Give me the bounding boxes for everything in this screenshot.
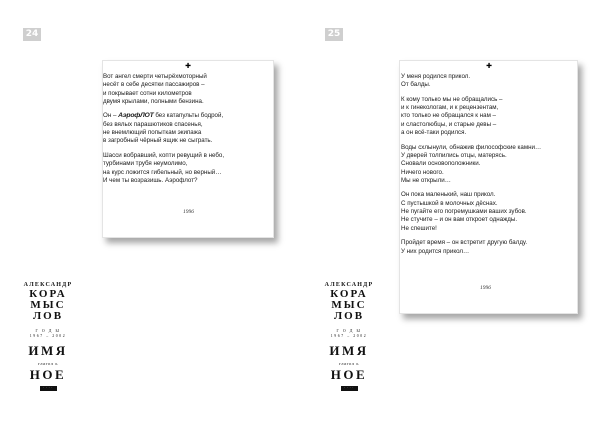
poem-line: С пустышкой в молочных дёснах.	[401, 199, 498, 207]
poem-line: двумя крылами, полными бензина.	[103, 97, 204, 105]
book-title-1: ИМЯ	[329, 343, 369, 358]
poem-line: У дверей толпились отцы, матерясь.	[401, 151, 507, 159]
book-subtitle: глагол ь	[37, 361, 58, 366]
poem-line: От балды.	[401, 81, 431, 89]
poem-line: Шасси вобравший, копти ревущий в небо,	[103, 151, 225, 159]
poem-line: Не стучите – и он вам откроет однажды.	[401, 216, 518, 224]
poem-fragment: Он –	[103, 112, 119, 120]
poem-line: не внемлющий попыткам экипажа	[103, 129, 202, 137]
author-block-right	[321, 281, 377, 391]
author-last-name-3: ЛОВ	[333, 310, 365, 322]
poem-line: Он пока маленький, наш прикол.	[401, 191, 496, 199]
author-first-name: АЛЕКСАНДР	[324, 282, 374, 288]
stanza	[401, 96, 541, 137]
stanza	[103, 73, 224, 106]
poem-line: Ничего нового.	[401, 168, 444, 176]
poem-line: турбинами трубя неумолимо,	[103, 160, 188, 168]
author-dates: 1967 – 2002	[330, 334, 368, 338]
poem-line: У них родится прикол…	[401, 247, 470, 255]
poem-line: несёт в себе десятки пассажиров –	[103, 81, 205, 89]
poem-text-right	[401, 73, 541, 262]
poem-line: К кому только мы не обращались –	[401, 95, 503, 103]
cross-icon: ✚	[185, 62, 191, 70]
poem-line: Не пугайте его погремушками ваших зубов.	[401, 208, 527, 216]
poem-line: Вот ангел смерти четырёхмоторный	[103, 73, 207, 80]
stanza	[401, 191, 541, 232]
poem-line: и к гинекологам, и к рецензентам,	[401, 104, 499, 112]
page-number-left: 24	[23, 28, 41, 41]
poem-line: на курс ложится гибельный, но верный…	[103, 168, 222, 176]
stanza	[103, 152, 224, 185]
author-last-name-1: КОРА	[29, 288, 67, 300]
poem-line: без вялых парашютиков спасенья,	[103, 120, 203, 128]
poem-card-left	[102, 60, 274, 238]
author-last-name-1: КОРА	[330, 288, 368, 300]
poem-line: У меня родился прикол.	[401, 73, 471, 80]
stanza	[401, 144, 541, 185]
poem-line: и сластолюбцы, и старые девы –	[401, 120, 497, 128]
poem-text-left	[103, 73, 224, 191]
cross-icon: ✚	[486, 62, 492, 70]
author-first-name: АЛЕКСАНДР	[23, 282, 73, 288]
author-dates-label: Г О Д Ы	[336, 329, 362, 333]
stanza	[401, 239, 541, 256]
poem-fragment: без катапульты бодрой,	[153, 112, 224, 120]
poem-line: в загробный чёрный ящик не сыграть.	[103, 137, 213, 145]
stanza	[401, 73, 541, 90]
poem-line	[103, 112, 224, 120]
poem-line: Воды схлынули, обнажив философские камни…	[401, 143, 542, 151]
poem-line: а он всё-таки родился.	[401, 129, 467, 137]
author-dates-label: Г О Д Ы	[35, 329, 61, 333]
author-last-name-2: МЫС	[331, 299, 367, 311]
poem-year: 1996	[183, 209, 194, 215]
page-number-right: 25	[325, 28, 343, 41]
book-title-1: ИМЯ	[28, 343, 68, 358]
poem-line: Не спешите!	[401, 224, 437, 232]
aeroflot-logotype: АэрофЛОТ	[118, 112, 154, 120]
author-last-name-3: ЛОВ	[32, 310, 64, 322]
imprint-bar: · · · ·	[40, 386, 57, 391]
poem-line: Сновали основоположники.	[401, 160, 481, 168]
poem-line: кто только не обращался к нам –	[401, 112, 496, 120]
poem-line: и покрывает сотни километров	[103, 89, 192, 97]
poem-card-right	[399, 60, 578, 314]
author-dates: 1967 – 2002	[29, 334, 67, 338]
poem-year: 1996	[480, 285, 491, 291]
book-title-2: НОЕ	[330, 367, 368, 382]
author-block-left	[20, 281, 76, 391]
poem-line: И чем ты возразишь. Аэрофлот?	[103, 176, 198, 184]
poem-line: Мы не открыли…	[401, 176, 451, 184]
author-last-name-2: МЫС	[30, 299, 66, 311]
imprint-bar: · · · ·	[341, 386, 358, 391]
book-title-2: НОЕ	[29, 367, 67, 382]
poem-line: Пройдет время – он встретит другую балду.	[401, 239, 528, 247]
stanza	[103, 112, 224, 145]
book-subtitle: глагол ь	[338, 361, 359, 366]
